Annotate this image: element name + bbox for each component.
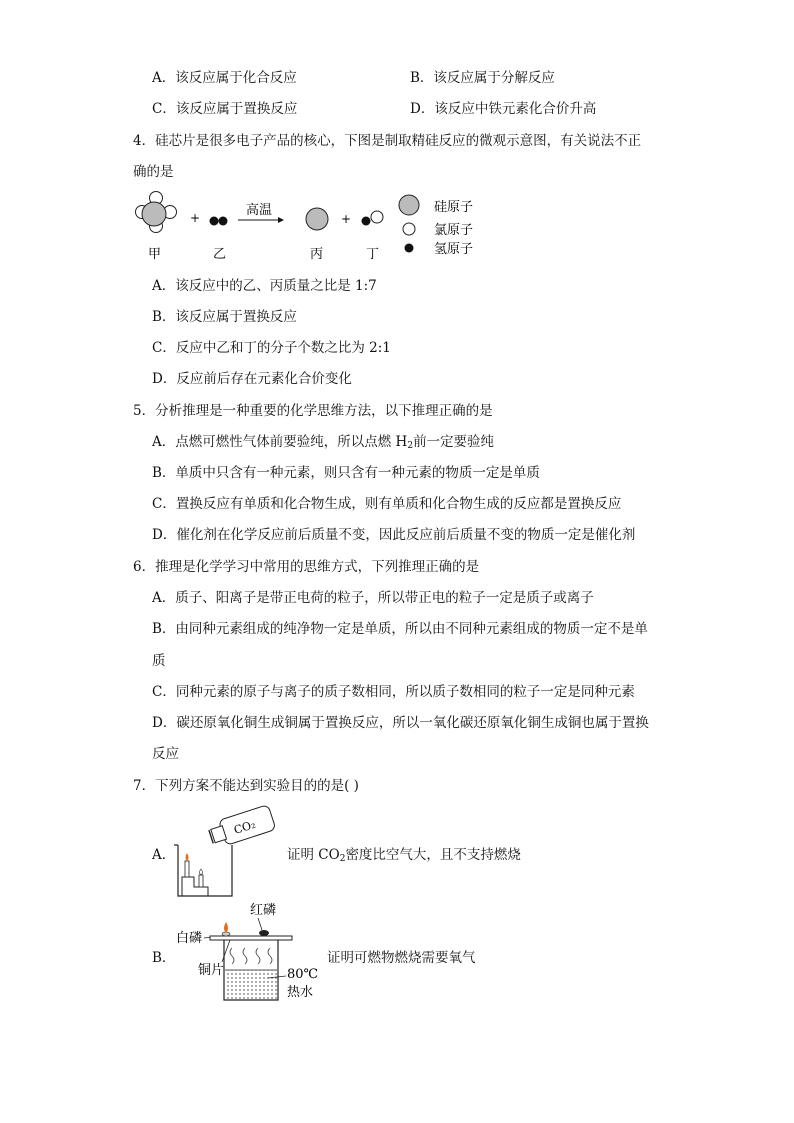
q6-option-b-line2: 质 xyxy=(152,653,166,669)
label-ding: 丁 xyxy=(366,247,380,262)
q4-option-a: A．该反应中的乙、丙质量之比是 1:7 xyxy=(152,278,377,294)
phosphorus-combustion-diagram xyxy=(170,900,325,1005)
molecule-yi xyxy=(210,217,228,226)
tall-candle xyxy=(185,861,189,877)
q4-stem-line2: 确的是 xyxy=(133,164,174,180)
molecule-bing xyxy=(306,208,328,230)
q6-option-b-line1: B．由同种元素组成的纯净物一定是单质，所以由不同种元素组成的物质一定不是单 xyxy=(152,621,648,637)
label-jia: 甲 xyxy=(148,247,162,262)
q3-option-c: C．该反应属于置换反应 xyxy=(152,101,298,117)
arrow-head xyxy=(278,217,284,223)
q4-option-c: C．反应中乙和丁的分子个数之比为 2:1 xyxy=(152,340,391,356)
q7-option-a-label: A． xyxy=(152,847,176,863)
plus-sign-1: + xyxy=(190,211,201,225)
q5-option-b: B．单质中只含有一种元素，则只含有一种元素的物质一定是单质 xyxy=(152,465,540,481)
q3-option-a: A．该反应属于化合反应 xyxy=(152,70,297,86)
red-phosphorus xyxy=(259,930,269,936)
co2-beaker-diagram xyxy=(168,803,280,901)
short-candle xyxy=(199,875,203,887)
q5-option-d: D．催化剂在化学反应前后质量不变，因此反应前后质量不变的物质一定是催化剂 xyxy=(152,527,636,543)
copper-sheet xyxy=(210,936,292,940)
legend-h-label: 氢原子 xyxy=(434,242,474,257)
reaction-micro-diagram xyxy=(130,186,490,268)
q5-option-a: A．点燃可燃性气体前要验纯，所以点燃 $H_2$前一定要验纯 xyxy=(152,434,495,451)
q6-option-d-line1: D．碳还原氧化铜生成铜属于置换反应，所以一氧化碳还原氧化铜生成铜也属于置换 xyxy=(152,715,649,731)
step-stand xyxy=(182,877,208,896)
q7-option-a-description: 证明 $CO_2$密度比空气大，且不支持燃烧 xyxy=(287,847,521,864)
plus-sign-2: + xyxy=(341,212,352,226)
temperature-label: 80℃ xyxy=(287,967,319,982)
q6-stem: 6．推理是化学学习中常用的思维方式，下列推理正确的是 xyxy=(133,559,480,575)
q4-option-b: B．该反应属于置换反应 xyxy=(152,309,297,325)
hot-water-label: 热水 xyxy=(287,985,314,1000)
label-bing: 丙 xyxy=(310,247,324,262)
q3-option-d: D．该反应中铁元素化合价升高 xyxy=(410,101,597,117)
short-candle-flame xyxy=(200,869,203,875)
white-phosphorus-label: 白磷 xyxy=(176,931,203,946)
legend-cl-label: 氯原子 xyxy=(434,223,474,238)
q4-option-d: D．反应前后存在元素化合价变化 xyxy=(152,371,352,387)
co2-bottle-label: CO₂ xyxy=(232,817,258,837)
q6-option-d-line2: 反应 xyxy=(152,746,179,762)
red-phosphorus-label: 红磷 xyxy=(250,903,277,918)
q7-option-b-description: 证明可燃物燃烧需要氧气 xyxy=(327,950,476,966)
legend-h-icon xyxy=(405,244,414,253)
q6-option-c: C．同种元素的原子与离子的质子数相同，所以质子数相同的粒子一定是同种元素 xyxy=(152,684,635,700)
label-yi: 乙 xyxy=(213,247,227,262)
copper-sheet-label: 铜片 xyxy=(198,963,225,978)
legend-si-label: 硅原子 xyxy=(434,200,474,215)
q4-stem-line1: 4．硅芯片是很多电子产品的核心，下图是制取精硅反应的微观示意图，有关说法不正 xyxy=(133,133,642,149)
molecule-jia xyxy=(136,192,177,233)
q5-option-c: C．置换反应有单质和化合物生成，则有单质和化合物生成的反应都是置换反应 xyxy=(152,496,622,512)
reaction-condition: 高温 xyxy=(246,203,273,218)
tall-candle-flame xyxy=(186,853,189,861)
legend-cl-icon xyxy=(403,223,415,235)
q5-stem: 5．分析推理是一种重要的化学思维方法，以下推理正确的是 xyxy=(133,403,493,419)
hot-water xyxy=(225,970,277,999)
white-phosphorus-flame xyxy=(224,922,228,933)
legend-si-icon xyxy=(399,195,419,215)
molecule-ding xyxy=(362,211,384,226)
q3-option-b: B．该反应属于分解反应 xyxy=(410,70,555,86)
co2-bottle xyxy=(207,805,276,850)
q7-option-b-label: B． xyxy=(152,950,176,966)
q7-stem: 7．下列方案不能达到实验目的的是( ) xyxy=(133,778,359,794)
q6-option-a: A．质子、阳离子是带正电荷的粒子，所以带正电的粒子一定是质子或离子 xyxy=(152,590,594,606)
